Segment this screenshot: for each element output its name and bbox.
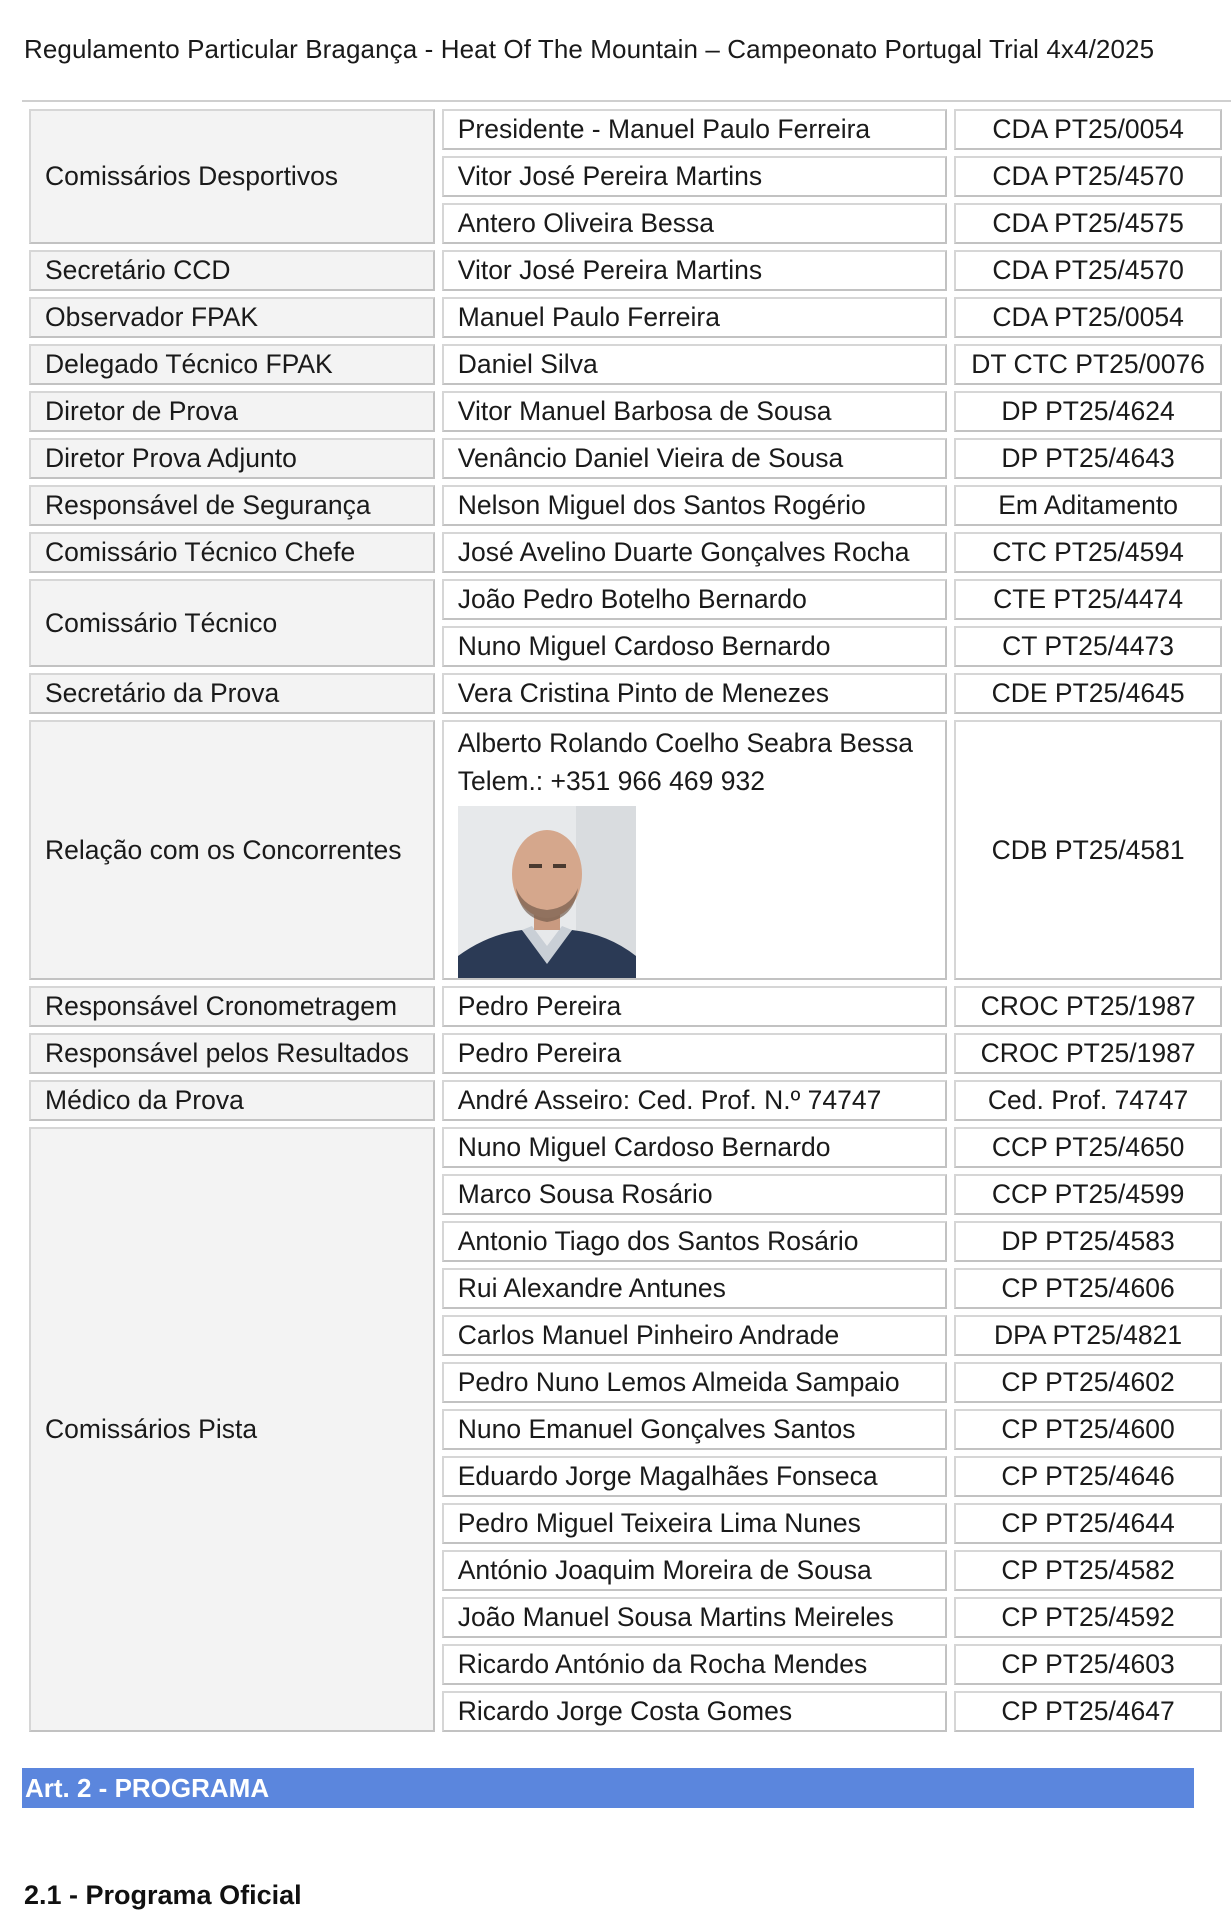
- table-row: [29, 673, 1222, 714]
- table-row: [29, 344, 1222, 385]
- official-license: CP PT25/4646: [954, 1456, 1222, 1497]
- official-name: Presidente - Manuel Paulo Ferreira: [442, 109, 947, 150]
- official-license: CDA PT25/0054: [954, 109, 1222, 150]
- table-row: [29, 250, 1222, 291]
- official-license: CP PT25/4592: [954, 1597, 1222, 1638]
- official-role: Observador FPAK: [29, 297, 435, 338]
- official-name: Pedro Pereira: [442, 1033, 947, 1074]
- contact-phone: Telem.: +351 966 469 932: [457, 766, 765, 796]
- official-name: Ricardo Jorge Costa Gomes: [442, 1691, 947, 1732]
- table-row: [29, 438, 1222, 479]
- official-license: DP PT25/4624: [954, 391, 1222, 432]
- table-row: [29, 1080, 1222, 1121]
- official-role: Comissário Técnico Chefe: [29, 532, 435, 573]
- official-name: Vitor José Pereira Martins: [442, 250, 947, 291]
- section-heading-programa: Art. 2 - PROGRAMA: [22, 1768, 1194, 1808]
- official-role: Comissário Técnico: [29, 579, 435, 667]
- contact-person-photo: [458, 806, 636, 978]
- official-license: CCP PT25/4650: [954, 1127, 1222, 1168]
- official-name: Rui Alexandre Antunes: [442, 1268, 947, 1309]
- official-role: Relação com os Concorrentes: [29, 720, 435, 980]
- official-license: CP PT25/4644: [954, 1503, 1222, 1544]
- official-name: Vitor José Pereira Martins: [442, 156, 947, 197]
- official-name: Pedro Pereira: [442, 986, 947, 1027]
- official-name: Vitor Manuel Barbosa de Sousa: [442, 391, 947, 432]
- official-name: Eduardo Jorge Magalhães Fonseca: [442, 1456, 947, 1497]
- contact-person-cell: [442, 720, 947, 980]
- official-name: Alberto Rolando Coelho Seabra Bessa: [457, 728, 913, 758]
- official-license: CTC PT25/4594: [954, 532, 1222, 573]
- official-license: CP PT25/4582: [954, 1550, 1222, 1591]
- official-name: Antero Oliveira Bessa: [442, 203, 947, 244]
- official-license: CDE PT25/4645: [954, 673, 1222, 714]
- official-license: CDA PT25/4575: [954, 203, 1222, 244]
- official-license: CROC PT25/1987: [954, 1033, 1222, 1074]
- table-row: [29, 109, 1222, 150]
- official-name: Daniel Silva: [442, 344, 947, 385]
- official-license: DPA PT25/4821: [954, 1315, 1222, 1356]
- officials-table: [22, 103, 1229, 1738]
- official-role: Delegado Técnico FPAK: [29, 344, 435, 385]
- official-name: Ricardo António da Rocha Mendes: [442, 1644, 947, 1685]
- official-license: CCP PT25/4599: [954, 1174, 1222, 1215]
- official-role: Médico da Prova: [29, 1080, 435, 1121]
- official-license: CP PT25/4602: [954, 1362, 1222, 1403]
- official-name: Nuno Miguel Cardoso Bernardo: [442, 626, 947, 667]
- official-license: CP PT25/4647: [954, 1691, 1222, 1732]
- table-row: [29, 579, 1222, 620]
- official-role: Secretário da Prova: [29, 673, 435, 714]
- official-name: Vera Cristina Pinto de Menezes: [442, 673, 947, 714]
- official-role: Responsável de Segurança: [29, 485, 435, 526]
- official-name: João Manuel Sousa Martins Meireles: [442, 1597, 947, 1638]
- official-name: André Asseiro: Ced. Prof. N.º 74747: [442, 1080, 947, 1121]
- official-license: DP PT25/4643: [954, 438, 1222, 479]
- official-role: Comissários Pista: [29, 1127, 435, 1732]
- official-name: António Joaquim Moreira de Sousa: [442, 1550, 947, 1591]
- table-row: [29, 986, 1222, 1027]
- official-name: Nuno Miguel Cardoso Bernardo: [442, 1127, 947, 1168]
- official-license: CT PT25/4473: [954, 626, 1222, 667]
- table-row: [29, 1127, 1222, 1168]
- table-row: [29, 720, 1222, 980]
- official-name: Carlos Manuel Pinheiro Andrade: [442, 1315, 947, 1356]
- official-role: Diretor Prova Adjunto: [29, 438, 435, 479]
- official-license: CP PT25/4606: [954, 1268, 1222, 1309]
- official-role: Responsável pelos Resultados: [29, 1033, 435, 1074]
- official-name: Pedro Miguel Teixeira Lima Nunes: [442, 1503, 947, 1544]
- official-role: Secretário CCD: [29, 250, 435, 291]
- header-divider: [22, 100, 1231, 102]
- official-license: CROC PT25/1987: [954, 986, 1222, 1027]
- official-license: CTE PT25/4474: [954, 579, 1222, 620]
- official-license: Ced. Prof. 74747: [954, 1080, 1222, 1121]
- official-name: Antonio Tiago dos Santos Rosário: [442, 1221, 947, 1262]
- official-name: José Avelino Duarte Gonçalves Rocha: [442, 532, 947, 573]
- official-name: Venâncio Daniel Vieira de Sousa: [442, 438, 947, 479]
- official-license: CP PT25/4600: [954, 1409, 1222, 1450]
- table-row: [29, 1033, 1222, 1074]
- official-name: João Pedro Botelho Bernardo: [442, 579, 947, 620]
- official-license: DT CTC PT25/0076: [954, 344, 1222, 385]
- official-role: Diretor de Prova: [29, 391, 435, 432]
- official-name: Pedro Nuno Lemos Almeida Sampaio: [442, 1362, 947, 1403]
- table-row: [29, 532, 1222, 573]
- official-role: Responsável Cronometragem: [29, 986, 435, 1027]
- table-row: [29, 297, 1222, 338]
- officials-table-body: [29, 109, 1222, 1732]
- official-license: Em Aditamento: [954, 485, 1222, 526]
- page-header-title: Regulamento Particular Bragança - Heat Of The Mountain – Campeonato Portugal Trial 4x4/2025: [24, 34, 1155, 64]
- official-name: Marco Sousa Rosário: [442, 1174, 947, 1215]
- official-license: CDA PT25/4570: [954, 156, 1222, 197]
- official-license: CDB PT25/4581: [954, 720, 1222, 980]
- table-row: [29, 485, 1222, 526]
- subsection-heading-programa-oficial: 2.1 - Programa Oficial: [24, 1880, 302, 1910]
- official-name: Nelson Miguel dos Santos Rogério: [442, 485, 947, 526]
- official-name: Manuel Paulo Ferreira: [442, 297, 947, 338]
- official-name: Nuno Emanuel Gonçalves Santos: [442, 1409, 947, 1450]
- official-license: DP PT25/4583: [954, 1221, 1222, 1262]
- official-license: CDA PT25/4570: [954, 250, 1222, 291]
- official-role: Comissários Desportivos: [29, 109, 435, 244]
- table-row: [29, 391, 1222, 432]
- official-license: CDA PT25/0054: [954, 297, 1222, 338]
- official-license: CP PT25/4603: [954, 1644, 1222, 1685]
